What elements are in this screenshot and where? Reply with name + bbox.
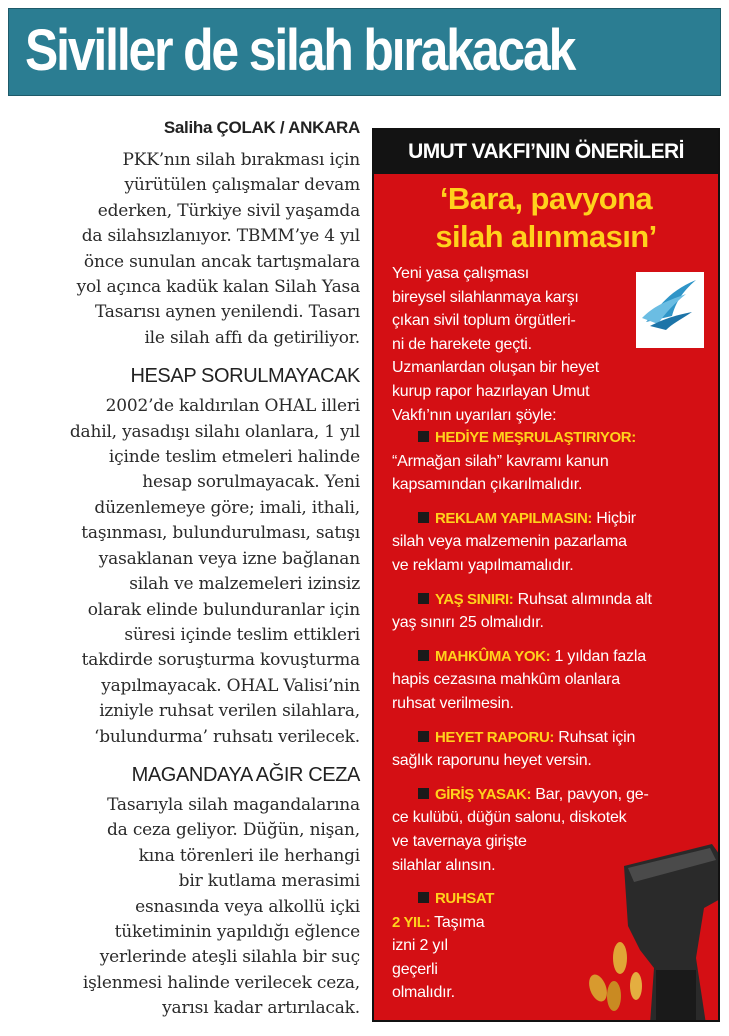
intro-line: Vakfı’nın uyarıları şöyle:: [392, 406, 557, 424]
intro-line: Yeni yasa çalışması: [392, 265, 530, 282]
paragraph-line: da silahsızlanıyor. TBMM’ye 4 yıl: [81, 226, 360, 247]
bullet-square-icon: [418, 731, 429, 742]
paragraph-line: bir kutlama merasimi: [178, 871, 360, 892]
paragraph-line: silah ve malzemeleri izinsiz: [129, 574, 360, 595]
item-text: geçerli: [392, 960, 438, 978]
bullet-square-icon: [418, 593, 429, 604]
item-keyword: MAHKÛMA YOK:: [435, 647, 551, 665]
recommendation-item: [392, 507, 714, 578]
item-text: sağlık raporunu heyet versin.: [392, 752, 592, 770]
sidebar-box: [372, 128, 720, 1022]
paragraph-line: tüketiminin yapıldığı eğlence: [114, 921, 360, 942]
paragraph-2: [18, 394, 360, 750]
item-keyword: RUHSAT: [435, 890, 494, 908]
item-text: olmalıdır.: [392, 984, 455, 1002]
paragraph-line: işlenmesi halinde verilecek ceza,: [82, 972, 360, 993]
paragraph-line: esnasında veya alkollü içki: [135, 896, 360, 917]
paragraph-line: içinde teslim etmeleri halinde: [108, 447, 360, 468]
item-text: ve reklamı yapılmamalıdır.: [392, 556, 574, 574]
item-text: Hiçbir: [591, 509, 636, 527]
bullet-square-icon: [418, 788, 429, 799]
paragraph-line: yasaklanan veya izne bağlanan: [98, 548, 360, 569]
recommendation-item: [392, 645, 714, 716]
umut-vakfi-logo: [636, 272, 704, 348]
byline: Saliha ÇOLAK / ANKARA: [163, 118, 360, 137]
intro-line: bireysel silahlanmaya karşı: [392, 288, 579, 306]
article-body: [18, 118, 360, 1022]
item-text: Ruhsat alımında alt: [513, 590, 652, 608]
item-text: ruhsat verilmesin.: [392, 694, 514, 712]
item-keyword: GİRİŞ YASAK:: [435, 785, 532, 803]
intro-line: ni de harekete geçti.: [392, 335, 532, 353]
intro-line: Uzmanlardan oluşan bir heyet: [392, 359, 599, 377]
item-text: Taşıma: [430, 913, 485, 931]
sidebar-header: UMUT VAKFI’NIN ÖNERİLERİ: [374, 130, 718, 174]
recommendation-item: [392, 726, 714, 773]
bullet-square-icon: [418, 512, 429, 523]
wave-logo-icon: [636, 272, 704, 348]
sidebar-title-line: silah alınmasın’: [435, 219, 657, 254]
paragraph-line: da ceza geliyor. Düğün, nişan,: [107, 820, 360, 841]
bullet-square-icon: [418, 650, 429, 661]
recommendation-item: [392, 588, 714, 635]
item-text: 1 yıldan fazla: [550, 647, 646, 665]
paragraph-line: hesap sorulmayacak. Yeni: [142, 472, 360, 493]
paragraph-3: [18, 793, 360, 1022]
paragraph-line: 2002’de kaldırılan OHAL illeri: [105, 396, 360, 417]
paragraph-line: ‘bulundurma’ ruhsatı verilecek.: [94, 726, 360, 747]
item-text: silah veya malzemenin pazarlama: [392, 533, 627, 551]
sidebar-title: [374, 180, 718, 256]
item-text: ve tavernaya girişte: [392, 832, 527, 850]
item-text: Ruhsat için: [553, 728, 636, 746]
subhead-hesap: HESAP SORULMAYACAK: [130, 365, 360, 388]
item-keyword: 2 YIL:: [392, 913, 431, 931]
pistol-and-bullets-image: [584, 838, 720, 1022]
paragraph-line: yerlerinde ateşli silahla bir suç: [99, 947, 360, 968]
item-text: kapsamından çıkarılmalıdır.: [392, 476, 583, 494]
paragraph-line: düzenlemeye göre; imali, ithali,: [94, 497, 360, 518]
item-keyword: HEYET RAPORU:: [435, 728, 554, 746]
paragraph-line: dahil, yasadışı silahı olanlara, 1 yıl: [69, 421, 360, 442]
paragraph-line: takdirde soruşturma kovuşturma: [81, 650, 360, 671]
paragraph-line: olarak elinde bulunduranlar için: [87, 599, 360, 620]
bullet-square-icon: [418, 431, 429, 442]
item-text: “Armağan silah” kavramı kanun: [392, 452, 609, 470]
item-text: hapis cezasına mahkûm olanlara: [392, 671, 620, 689]
headline: Siviller de silah bırakacak: [25, 18, 575, 83]
paragraph-1: [18, 148, 360, 351]
item-keyword: HEDİYE MEŞRULAŞTIRIYOR:: [435, 429, 636, 446]
item-text: izni 2 yıl: [392, 937, 448, 955]
paragraph-line: yürütülen çalışmalar devam: [124, 175, 360, 196]
paragraph-line: yarısı kadar artırılacak.: [162, 998, 360, 1019]
recommendation-item: [392, 426, 714, 497]
paragraph-line: Tasarısı aynen yenilendi. Tasarı: [94, 302, 360, 323]
sidebar-intro: [392, 262, 599, 427]
paragraph-line: kına törenleri ile herhangi: [138, 845, 360, 866]
paragraph-line: taşınması, bulundurulması, satışı: [81, 523, 360, 544]
item-text: Bar, pavyon, ge-: [531, 785, 649, 803]
paragraph-line: yol açınca kadük kalan Silah Yasa: [76, 277, 360, 298]
subhead-maganda: MAGANDAYA AĞIR CEZA: [131, 763, 360, 786]
item-text: yaş sınırı 25 olmalıdır.: [392, 614, 544, 632]
item-text: ce kulübü, düğün salonu, diskotek: [392, 809, 627, 827]
paragraph-line: izniyle ruhsat verilen silahlara,: [99, 701, 360, 722]
paragraph-line: ederken, Türkiye sivil yaşamda: [97, 200, 360, 221]
bullet-square-icon: [418, 892, 429, 903]
intro-line: kurup rapor hazırlayan Umut: [392, 382, 590, 400]
paragraph-line: süresi içinde teslim ettikleri: [124, 624, 360, 645]
paragraph-line: ile silah affı da getiriliyor.: [144, 327, 360, 348]
paragraph-line: Tasarıyla silah magandalarına: [107, 794, 360, 815]
headline-banner: [8, 8, 721, 96]
paragraph-line: yapılmayacak. OHAL Valisi’nin: [101, 675, 360, 696]
paragraph-line: PKK’nın silah bırakması için: [122, 150, 360, 170]
paragraph-line: önce sunulan ancak tartışmalara: [83, 251, 360, 272]
intro-line: çıkan sivil toplum örgütleri-: [392, 312, 576, 330]
sidebar-title-line: ‘Bara, pavyona: [439, 181, 653, 216]
item-keyword: YAŞ SINIRI:: [435, 590, 514, 608]
item-text: silahlar alınsın.: [392, 856, 496, 874]
item-keyword: REKLAM YAPILMASIN:: [435, 509, 592, 527]
